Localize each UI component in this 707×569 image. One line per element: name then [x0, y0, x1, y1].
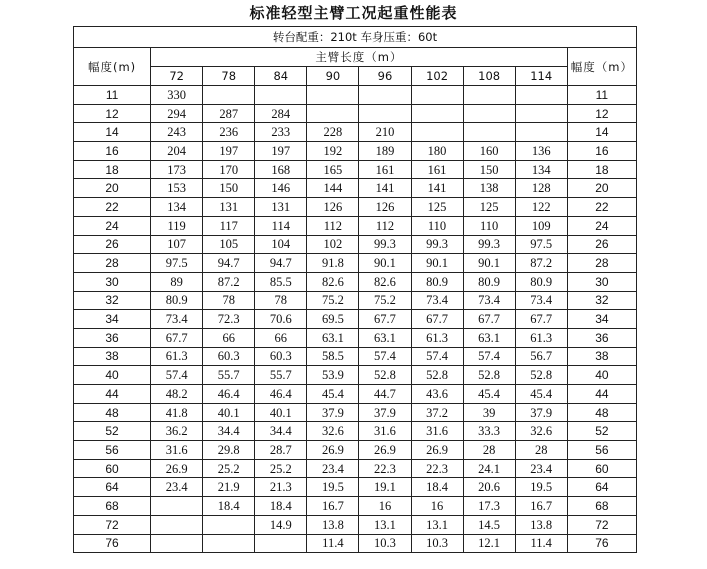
- capacity-cell: [151, 534, 203, 553]
- boom-length-cell: 96: [359, 67, 411, 86]
- boom-length-cell: 90: [307, 67, 359, 86]
- radius-cell-right: 22: [567, 198, 636, 217]
- capacity-cell: 23.4: [515, 459, 567, 478]
- capacity-cell: 14.5: [463, 515, 515, 534]
- config-cell: 转台配重：210t 车身压重：60t: [74, 27, 637, 48]
- capacity-cell: 94.7: [255, 254, 307, 273]
- capacity-cell: 134: [515, 160, 567, 179]
- capacity-cell: 189: [359, 142, 411, 161]
- capacity-cell: 21.9: [203, 478, 255, 497]
- config-row: [74, 27, 637, 48]
- radius-cell-left: 38: [74, 347, 151, 366]
- capacity-cell: 131: [255, 198, 307, 217]
- table-row: [74, 366, 637, 385]
- capacity-cell: 11.4: [307, 534, 359, 553]
- capacity-cell: 80.9: [411, 272, 463, 291]
- capacity-cell: [307, 104, 359, 123]
- capacity-cell: [151, 497, 203, 516]
- capacity-cell: 153: [151, 179, 203, 198]
- capacity-cell: 55.7: [255, 366, 307, 385]
- capacity-cell: 233: [255, 123, 307, 142]
- radius-cell-left: 14: [74, 123, 151, 142]
- capacity-cell: 236: [203, 123, 255, 142]
- capacity-cell: 161: [359, 160, 411, 179]
- radius-cell-right: 72: [567, 515, 636, 534]
- capacity-cell: 99.3: [411, 235, 463, 254]
- capacity-cell: [255, 534, 307, 553]
- radius-cell-left: 28: [74, 254, 151, 273]
- capacity-cell: 141: [359, 179, 411, 198]
- capacity-cell: 57.4: [463, 347, 515, 366]
- boom-length-cell: 78: [203, 67, 255, 86]
- capacity-cell: 73.4: [151, 310, 203, 329]
- capacity-cell: 82.6: [359, 272, 411, 291]
- capacity-cell: 91.8: [307, 254, 359, 273]
- capacity-cell: [203, 86, 255, 105]
- capacity-cell: [411, 86, 463, 105]
- radius-cell-right: 40: [567, 366, 636, 385]
- capacity-cell: 97.5: [515, 235, 567, 254]
- capacity-cell: 119: [151, 216, 203, 235]
- capacity-cell: 90.1: [359, 254, 411, 273]
- capacity-cell: 107: [151, 235, 203, 254]
- capacity-cell: 22.3: [359, 459, 411, 478]
- capacity-cell: 48.2: [151, 385, 203, 404]
- capacity-cell: 287: [203, 104, 255, 123]
- capacity-cell: 284: [255, 104, 307, 123]
- radius-cell-left: 11: [74, 86, 151, 105]
- radius-header-left: 幅度(m): [74, 48, 151, 86]
- capacity-cell: 26.9: [359, 441, 411, 460]
- table-row: [74, 347, 637, 366]
- radius-cell-right: 38: [567, 347, 636, 366]
- capacity-cell: 16.7: [307, 497, 359, 516]
- radius-cell-left: 18: [74, 160, 151, 179]
- capacity-cell: 37.9: [515, 403, 567, 422]
- radius-cell-right: 20: [567, 179, 636, 198]
- radius-cell-right: 56: [567, 441, 636, 460]
- radius-cell-left: 56: [74, 441, 151, 460]
- capacity-cell: 16.7: [515, 497, 567, 516]
- capacity-cell: [203, 515, 255, 534]
- capacity-cell: 40.1: [203, 403, 255, 422]
- capacity-cell: 67.7: [151, 328, 203, 347]
- capacity-cell: 63.1: [307, 328, 359, 347]
- capacity-cell: 13.1: [359, 515, 411, 534]
- capacity-cell: 32.6: [515, 422, 567, 441]
- table-row: [74, 179, 637, 198]
- radius-cell-left: 48: [74, 403, 151, 422]
- capacity-cell: 63.1: [463, 328, 515, 347]
- radius-cell-right: 48: [567, 403, 636, 422]
- table-row: [74, 422, 637, 441]
- capacity-cell: 26.9: [151, 459, 203, 478]
- capacity-cell: 161: [411, 160, 463, 179]
- radius-cell-left: 30: [74, 272, 151, 291]
- capacity-cell: 13.1: [411, 515, 463, 534]
- boom-length-cell: 84: [255, 67, 307, 86]
- capacity-cell: 70.6: [255, 310, 307, 329]
- capacity-cell: 37.9: [307, 403, 359, 422]
- capacity-cell: 53.9: [307, 366, 359, 385]
- capacity-cell: 28.7: [255, 441, 307, 460]
- capacity-cell: 37.2: [411, 403, 463, 422]
- capacity-cell: 57.4: [359, 347, 411, 366]
- capacity-cell: 12.1: [463, 534, 515, 553]
- capacity-cell: 32.6: [307, 422, 359, 441]
- radius-cell-left: 16: [74, 142, 151, 161]
- capacity-cell: 114: [255, 216, 307, 235]
- capacity-cell: 26.9: [411, 441, 463, 460]
- table-row: [74, 328, 637, 347]
- capacity-cell: 19.5: [307, 478, 359, 497]
- radius-cell-right: 14: [567, 123, 636, 142]
- radius-header-right: 幅度（m）: [567, 48, 636, 86]
- table-row: [74, 515, 637, 534]
- capacity-cell: 197: [203, 142, 255, 161]
- capacity-cell: 19.1: [359, 478, 411, 497]
- capacity-cell: 31.6: [359, 422, 411, 441]
- capacity-cell: 26.9: [307, 441, 359, 460]
- capacity-cell: 67.7: [359, 310, 411, 329]
- radius-cell-left: 40: [74, 366, 151, 385]
- radius-cell-left: 72: [74, 515, 151, 534]
- radius-cell-right: 68: [567, 497, 636, 516]
- capacity-cell: 11.4: [515, 534, 567, 553]
- capacity-cell: 21.3: [255, 478, 307, 497]
- capacity-cell: 56.7: [515, 347, 567, 366]
- capacity-cell: 57.4: [411, 347, 463, 366]
- boom-length-cell: 102: [411, 67, 463, 86]
- capacity-cell: 43.6: [411, 385, 463, 404]
- capacity-cell: 109: [515, 216, 567, 235]
- capacity-cell: 14.9: [255, 515, 307, 534]
- table-row: [74, 459, 637, 478]
- capacity-cell: 55.7: [203, 366, 255, 385]
- capacity-cell: 67.7: [515, 310, 567, 329]
- table-row: [74, 198, 637, 217]
- capacity-cell: 66: [203, 328, 255, 347]
- capacity-cell: 72.3: [203, 310, 255, 329]
- capacity-cell: 41.8: [151, 403, 203, 422]
- capacity-cell: 136: [515, 142, 567, 161]
- capacity-cell: 16: [359, 497, 411, 516]
- capacity-cell: [411, 123, 463, 142]
- boom-lengths-row: [74, 67, 637, 86]
- boom-length-cell: 108: [463, 67, 515, 86]
- radius-cell-right: 30: [567, 272, 636, 291]
- capacity-cell: 20.6: [463, 478, 515, 497]
- capacity-cell: 112: [307, 216, 359, 235]
- capacity-cell: 18.4: [255, 497, 307, 516]
- capacity-cell: 99.3: [463, 235, 515, 254]
- capacity-cell: 46.4: [203, 385, 255, 404]
- capacity-cell: 165: [307, 160, 359, 179]
- radius-cell-left: 64: [74, 478, 151, 497]
- capacity-cell: 44.7: [359, 385, 411, 404]
- capacity-cell: 75.2: [307, 291, 359, 310]
- capacity-cell: 45.4: [307, 385, 359, 404]
- capacity-cell: 110: [463, 216, 515, 235]
- capacity-cell: 19.5: [515, 478, 567, 497]
- page-title: 标准轻型主臂工况起重性能表: [249, 4, 458, 22]
- capacity-cell: 73.4: [463, 291, 515, 310]
- capacity-cell: 46.4: [255, 385, 307, 404]
- capacity-cell: 61.3: [515, 328, 567, 347]
- boom-length-cell: 114: [515, 67, 567, 86]
- capacity-cell: 52.8: [463, 366, 515, 385]
- capacity-cell: 13.8: [515, 515, 567, 534]
- capacity-cell: 197: [255, 142, 307, 161]
- table-row: [74, 160, 637, 179]
- table-row: [74, 403, 637, 422]
- radius-cell-right: 28: [567, 254, 636, 273]
- capacity-cell: 146: [255, 179, 307, 198]
- radius-cell-left: 44: [74, 385, 151, 404]
- radius-cell-left: 52: [74, 422, 151, 441]
- capacity-cell: 228: [307, 123, 359, 142]
- radius-cell-right: 18: [567, 160, 636, 179]
- radius-cell-right: 52: [567, 422, 636, 441]
- radius-cell-right: 26: [567, 235, 636, 254]
- capacity-cell: 87.2: [203, 272, 255, 291]
- capacity-cell: 61.3: [411, 328, 463, 347]
- capacity-cell: 60.3: [203, 347, 255, 366]
- radius-cell-right: 64: [567, 478, 636, 497]
- capacity-cell: 69.5: [307, 310, 359, 329]
- table-row: [74, 123, 637, 142]
- capacity-cell: 125: [411, 198, 463, 217]
- load-chart-table: [73, 26, 637, 553]
- capacity-cell: 36.2: [151, 422, 203, 441]
- radius-cell-left: 68: [74, 497, 151, 516]
- table-row: [74, 291, 637, 310]
- capacity-cell: 294: [151, 104, 203, 123]
- capacity-cell: 117: [203, 216, 255, 235]
- capacity-cell: 89: [151, 272, 203, 291]
- capacity-cell: 16: [411, 497, 463, 516]
- capacity-cell: 330: [151, 86, 203, 105]
- radius-cell-right: 24: [567, 216, 636, 235]
- capacity-cell: 45.4: [515, 385, 567, 404]
- capacity-cell: 180: [411, 142, 463, 161]
- capacity-cell: [463, 123, 515, 142]
- capacity-cell: [359, 104, 411, 123]
- capacity-cell: 138: [463, 179, 515, 198]
- capacity-cell: 61.3: [151, 347, 203, 366]
- radius-cell-left: 24: [74, 216, 151, 235]
- capacity-cell: 90.1: [411, 254, 463, 273]
- capacity-cell: 73.4: [515, 291, 567, 310]
- radius-cell-right: 60: [567, 459, 636, 478]
- capacity-cell: 45.4: [463, 385, 515, 404]
- capacity-cell: 31.6: [411, 422, 463, 441]
- capacity-cell: 125: [463, 198, 515, 217]
- radius-cell-right: 34: [567, 310, 636, 329]
- capacity-cell: 126: [359, 198, 411, 217]
- capacity-cell: 150: [203, 179, 255, 198]
- table-row: [74, 272, 637, 291]
- capacity-cell: 87.2: [515, 254, 567, 273]
- capacity-cell: 23.4: [307, 459, 359, 478]
- capacity-cell: 122: [515, 198, 567, 217]
- capacity-cell: [203, 534, 255, 553]
- radius-cell-left: 20: [74, 179, 151, 198]
- capacity-cell: 33.3: [463, 422, 515, 441]
- capacity-cell: 22.3: [411, 459, 463, 478]
- capacity-cell: 63.1: [359, 328, 411, 347]
- capacity-cell: 126: [307, 198, 359, 217]
- capacity-cell: 105: [203, 235, 255, 254]
- table-row: [74, 254, 637, 273]
- capacity-cell: [463, 86, 515, 105]
- capacity-cell: 67.7: [411, 310, 463, 329]
- capacity-cell: 23.4: [151, 478, 203, 497]
- capacity-cell: [515, 104, 567, 123]
- radius-cell-left: 26: [74, 235, 151, 254]
- capacity-cell: 60.3: [255, 347, 307, 366]
- radius-cell-right: 16: [567, 142, 636, 161]
- capacity-cell: 24.1: [463, 459, 515, 478]
- capacity-cell: 85.5: [255, 272, 307, 291]
- capacity-cell: 80.9: [151, 291, 203, 310]
- capacity-cell: 52.8: [515, 366, 567, 385]
- capacity-cell: 10.3: [359, 534, 411, 553]
- capacity-cell: 170: [203, 160, 255, 179]
- capacity-cell: 52.8: [411, 366, 463, 385]
- capacity-cell: [151, 515, 203, 534]
- table-row: [74, 104, 637, 123]
- capacity-cell: 25.2: [255, 459, 307, 478]
- table-row: [74, 310, 637, 329]
- capacity-cell: 52.8: [359, 366, 411, 385]
- table-row: [74, 235, 637, 254]
- capacity-cell: 144: [307, 179, 359, 198]
- capacity-cell: 34.4: [255, 422, 307, 441]
- table-row: [74, 497, 637, 516]
- radius-cell-left: 12: [74, 104, 151, 123]
- boom-length-header: 主臂长度（m）: [151, 48, 568, 67]
- capacity-cell: 39: [463, 403, 515, 422]
- capacity-cell: 28: [515, 441, 567, 460]
- capacity-cell: 160: [463, 142, 515, 161]
- radius-cell-right: 12: [567, 104, 636, 123]
- capacity-cell: 128: [515, 179, 567, 198]
- capacity-cell: 37.9: [359, 403, 411, 422]
- capacity-cell: 58.5: [307, 347, 359, 366]
- capacity-cell: [359, 86, 411, 105]
- capacity-cell: 150: [463, 160, 515, 179]
- capacity-cell: 29.8: [203, 441, 255, 460]
- capacity-cell: 57.4: [151, 366, 203, 385]
- table-row: [74, 478, 637, 497]
- radius-cell-left: 34: [74, 310, 151, 329]
- radius-cell-right: 76: [567, 534, 636, 553]
- capacity-cell: 192: [307, 142, 359, 161]
- radius-cell-left: 60: [74, 459, 151, 478]
- capacity-cell: [463, 104, 515, 123]
- capacity-cell: 243: [151, 123, 203, 142]
- radius-cell-right: 32: [567, 291, 636, 310]
- capacity-cell: 110: [411, 216, 463, 235]
- boom-length-cell: 72: [151, 67, 203, 86]
- capacity-cell: 112: [359, 216, 411, 235]
- capacity-cell: 90.1: [463, 254, 515, 273]
- capacity-cell: 13.8: [307, 515, 359, 534]
- capacity-cell: 168: [255, 160, 307, 179]
- table-row: [74, 142, 637, 161]
- capacity-cell: [411, 104, 463, 123]
- capacity-cell: [255, 86, 307, 105]
- capacity-cell: 75.2: [359, 291, 411, 310]
- capacity-cell: 131: [203, 198, 255, 217]
- boom-header-row: [74, 48, 637, 67]
- radius-cell-left: 32: [74, 291, 151, 310]
- table-row: [74, 216, 637, 235]
- capacity-cell: 102: [307, 235, 359, 254]
- capacity-cell: 34.4: [203, 422, 255, 441]
- capacity-cell: 67.7: [463, 310, 515, 329]
- capacity-cell: 80.9: [463, 272, 515, 291]
- table-row: [74, 534, 637, 553]
- capacity-cell: 82.6: [307, 272, 359, 291]
- radius-cell-left: 36: [74, 328, 151, 347]
- capacity-cell: 97.5: [151, 254, 203, 273]
- table-row: [74, 385, 637, 404]
- capacity-cell: 173: [151, 160, 203, 179]
- capacity-cell: 78: [255, 291, 307, 310]
- capacity-cell: 141: [411, 179, 463, 198]
- radius-cell-right: 36: [567, 328, 636, 347]
- radius-cell-right: 11: [567, 86, 636, 105]
- radius-cell-left: 76: [74, 534, 151, 553]
- capacity-cell: 17.3: [463, 497, 515, 516]
- capacity-cell: 80.9: [515, 272, 567, 291]
- capacity-cell: 210: [359, 123, 411, 142]
- capacity-cell: 40.1: [255, 403, 307, 422]
- capacity-cell: 204: [151, 142, 203, 161]
- capacity-cell: 99.3: [359, 235, 411, 254]
- capacity-cell: 10.3: [411, 534, 463, 553]
- capacity-cell: 73.4: [411, 291, 463, 310]
- radius-cell-left: 22: [74, 198, 151, 217]
- capacity-cell: [307, 86, 359, 105]
- radius-cell-right: 44: [567, 385, 636, 404]
- table-row: [74, 86, 637, 105]
- capacity-cell: 18.4: [203, 497, 255, 516]
- capacity-cell: 134: [151, 198, 203, 217]
- capacity-cell: 28: [463, 441, 515, 460]
- capacity-cell: [515, 123, 567, 142]
- capacity-cell: [515, 86, 567, 105]
- capacity-cell: 94.7: [203, 254, 255, 273]
- capacity-cell: 18.4: [411, 478, 463, 497]
- capacity-cell: 25.2: [203, 459, 255, 478]
- capacity-cell: 104: [255, 235, 307, 254]
- capacity-cell: 31.6: [151, 441, 203, 460]
- capacity-cell: 78: [203, 291, 255, 310]
- capacity-cell: 66: [255, 328, 307, 347]
- table-row: [74, 441, 637, 460]
